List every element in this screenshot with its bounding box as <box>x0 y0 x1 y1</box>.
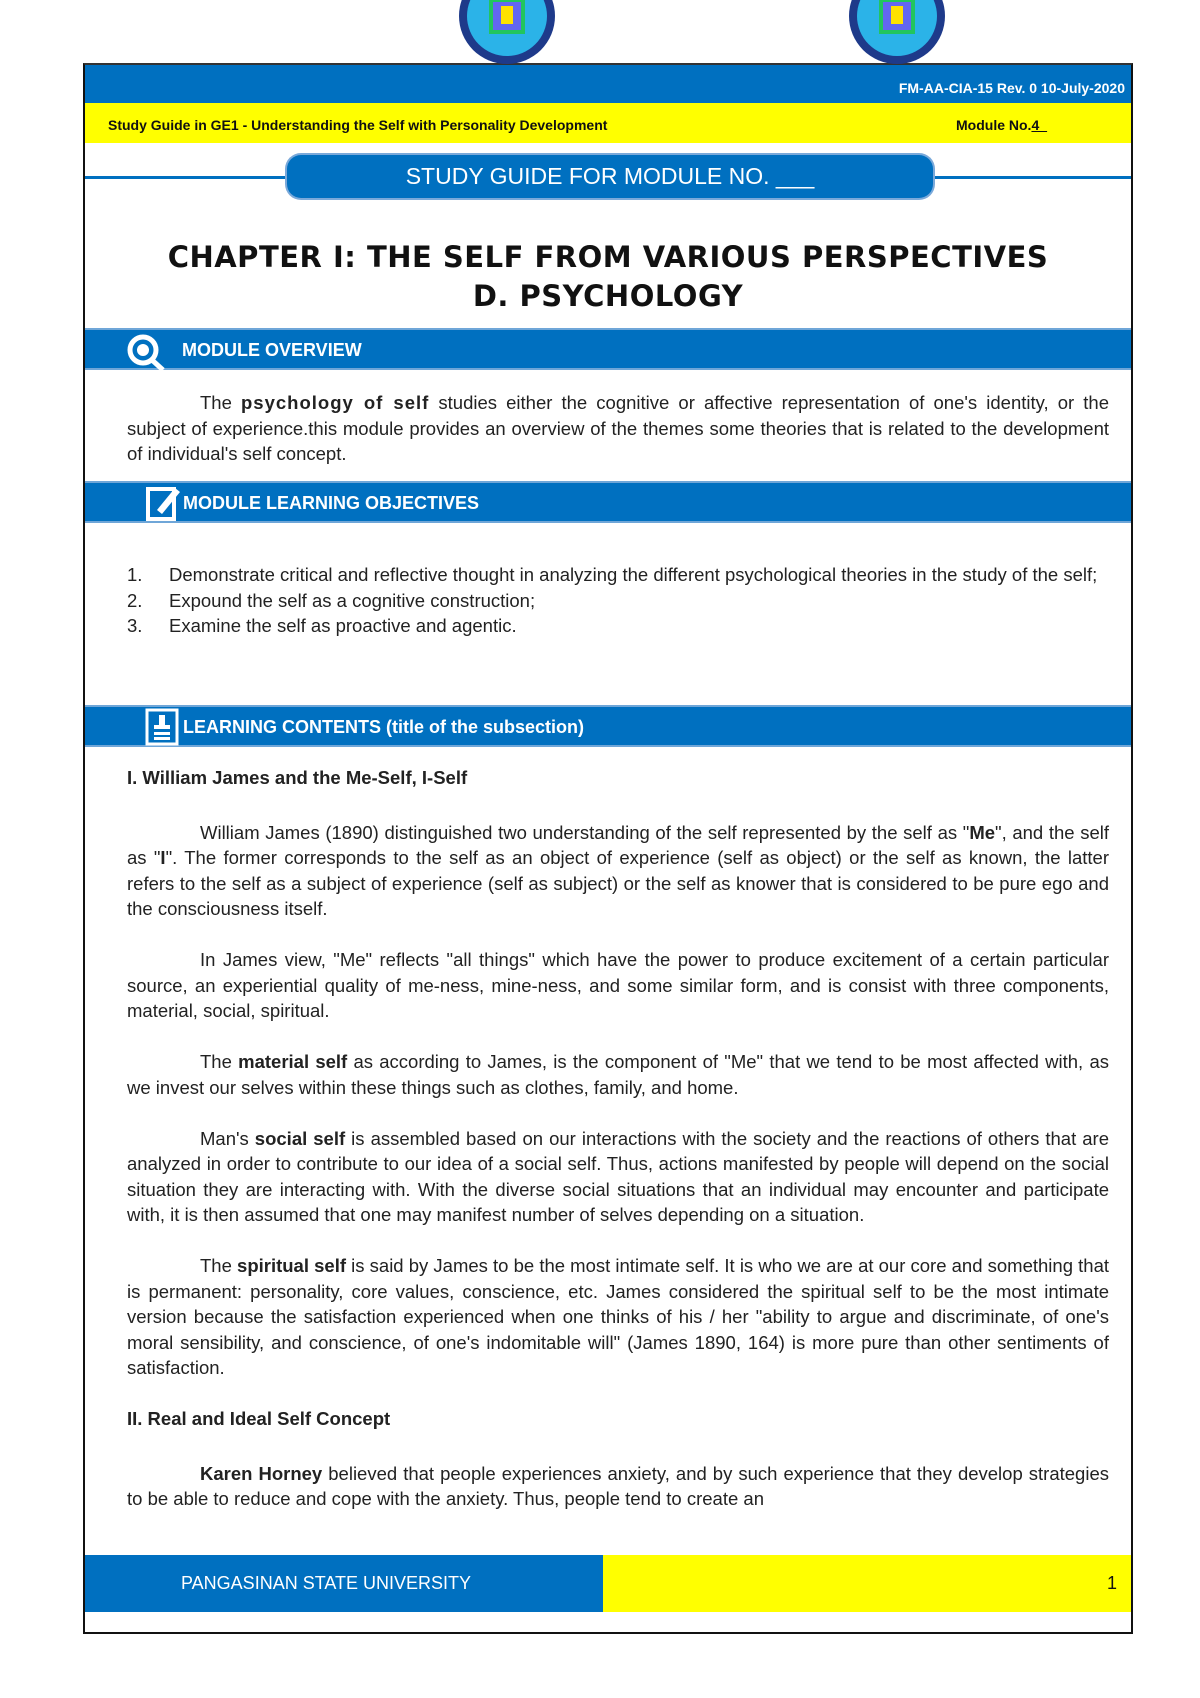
paragraph: The spiritual self is said by James to be the most intimate self. It is who we are at our core and something that is permanent: personality, core values, conscience, etc. James considered the spiritual self to be the most intimate version because the satisfaction experienced when one thinks of his / her "ability to argue and discriminate, of one's moral sensibility, and conscience, of one's indomitable will" (James 1890, 164) is more pure than other sentiments of satisfaction. <box>127 1255 1109 1378</box>
footer-university <box>85 1555 603 1612</box>
divider-right <box>925 176 1131 179</box>
university-seal-logo-left <box>459 0 555 64</box>
objectives-list <box>127 562 1109 639</box>
section-heading: LEARNING CONTENTS (title of the subsection) <box>183 717 585 737</box>
chapter-subtitle: D. PSYCHOLOGY <box>472 279 744 313</box>
module-value: 4_ <box>1031 117 1048 133</box>
learning-contents-header <box>85 705 1131 747</box>
section-heading: MODULE LEARNING OBJECTIVES <box>183 493 480 513</box>
paragraph: Man's social self is assembled based on our interactions with the society and the reactions of others that are analyzed in order to contribute to our idea of a social self. Thus, actions manifested by people will depend on the social situation they are interacting with. With the diverse social situations that an individual may encounter and participate with, it is then assumed that one may manifest number of selves depending on a situation. <box>127 1127 1109 1225</box>
university-seal-logo-right <box>849 0 945 64</box>
objective-item: 2. Expound the self as a cognitive construction; <box>127 589 536 611</box>
page-number: 1 <box>1106 1573 1117 1593</box>
overview-text: The psychology of self studies either the cognitive or affective representation of one's identity, or the subject of experience.this module provides an overview of the themes some theories that is related to the development of individual's self concept. <box>127 392 1109 464</box>
edit-icon <box>145 484 181 522</box>
footer-page <box>603 1555 1131 1612</box>
chapter-title: CHAPTER I: THE SELF FROM VARIOUS PERSPECTIVES <box>167 240 1049 274</box>
divider-left <box>85 176 295 179</box>
study-guide-banner: STUDY GUIDE FOR MODULE NO. ___ <box>287 155 933 198</box>
learning-objectives-header <box>85 481 1131 523</box>
module-overview-header <box>85 328 1131 370</box>
objective-item: 1. Demonstrate critical and reflective thought in analyzing the different psychological theories in the study of the self; <box>127 564 1098 585</box>
paragraph: The material self as according to James, is the component of "Me" that we tend to be most affected with, as we invest our selves within these things such as clothes, family, and home. <box>127 1051 1109 1098</box>
paragraph: William James (1890) distinguished two understanding of the self represented by the self as "Me", and the self as "I". The former corresponds to the self as an object of experience (self as object) or the self as known, the latter refers to the self as a subject of experience (self as subject) or the self as knower that is considered to be pure ego and the consciousness itself. <box>127 821 1109 919</box>
subsection-title: II. Real and Ideal Self Concept <box>127 1408 391 1429</box>
section-heading: MODULE OVERVIEW <box>182 340 362 360</box>
learning-contents-body <box>127 765 1109 1537</box>
module-label: Module No. <box>956 117 1032 133</box>
university-name: PANGASINAN STATE UNIVERSITY <box>181 1573 472 1593</box>
objective-item: 3. Examine the self as proactive and agentic. <box>127 615 517 636</box>
paragraph: Karen Horney believed that people experiences anxiety, and by such experience that they develop strategies to be able to reduce and cope with the anxiety. Thus, people tend to create an <box>127 1462 1109 1509</box>
document-icon <box>145 708 181 746</box>
magnifier-icon <box>123 332 173 372</box>
subsection-title: I. William James and the Me-Self, I-Self <box>127 767 468 788</box>
paragraph: In James view, "Me" reflects "all things" which have the power to produce excitement of a certain particular source, an experiential quality of me-ness, mine-ness, and some similar form, and is consist with three components, material, social, spiritual. <box>127 949 1109 1021</box>
module-number <box>956 117 1047 133</box>
course-title: Study Guide in GE1 - Understanding the Self with Personality Development <box>108 117 608 133</box>
form-code: FM-AA-CIA-15 Rev. 0 10-July-2020 <box>898 80 1125 96</box>
